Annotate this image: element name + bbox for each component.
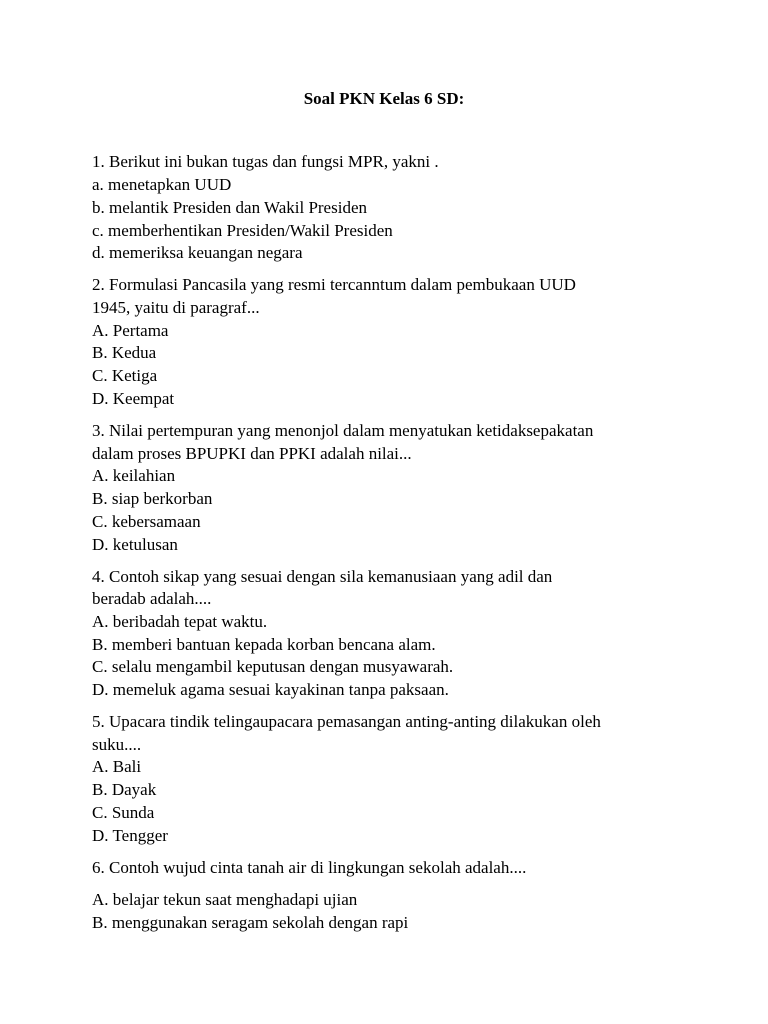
answer-option: a. menetapkan UUD [92, 175, 232, 194]
question-text: 6. Contoh wujud cinta tanah air di lingkungan sekolah adalah.... [92, 858, 527, 877]
answer-option: B. memberi bantuan kepada korban bencana alam. [92, 635, 436, 654]
answer-option: c. memberhentikan Presiden/Wakil Presiden [92, 221, 393, 240]
answer-option: B. siap berkorban [92, 489, 213, 508]
answer-option: A. beribadah tepat waktu. [92, 612, 268, 631]
question-text: suku.... [92, 735, 142, 754]
answer-option: D. ketulusan [92, 535, 178, 554]
answer-option: d. memeriksa keuangan negara [92, 243, 303, 262]
answer-option: A. belajar tekun saat menghadapi ujian [92, 890, 358, 909]
answer-option: A. keilahian [92, 466, 176, 485]
question-text: 2. Formulasi Pancasila yang resmi tercanntum dalam pembukaan UUD [92, 275, 576, 294]
answer-option: B. Dayak [92, 780, 157, 799]
page-title: Soal PKN Kelas 6 SD: [303, 89, 465, 108]
question-text: 3. Nilai pertempuran yang menonjol dalam menyatukan ketidaksepakatan [92, 421, 594, 440]
answer-option: B. Kedua [92, 343, 157, 362]
question-text: 4. Contoh sikap yang sesuai dengan sila kemanusiaan yang adil dan [92, 567, 553, 586]
answer-option: b. melantik Presiden dan Wakil Presiden [92, 198, 367, 217]
question-text: 1. Berikut ini bukan tugas dan fungsi MPR, yakni . [92, 152, 439, 171]
answer-option: C. Ketiga [92, 366, 158, 385]
answer-option: C. selalu mengambil keputusan dengan musyawarah. [92, 657, 454, 676]
answer-option: A. Pertama [92, 321, 169, 340]
answer-option: D. Tengger [92, 826, 168, 845]
question-text: 1945, yaitu di paragraf... [92, 298, 260, 317]
answer-option: C. kebersamaan [92, 512, 201, 531]
answer-option: A. Bali [92, 757, 142, 776]
answer-option: D. memeluk agama sesuai kayakinan tanpa paksaan. [92, 680, 449, 699]
answer-option: C. Sunda [92, 803, 155, 822]
question-text: beradab adalah.... [92, 589, 212, 608]
answer-option: B. menggunakan seragam sekolah dengan rapi [92, 913, 409, 932]
question-text: 5. Upacara tindik telingaupacara pemasangan anting-anting dilakukan oleh [92, 712, 601, 731]
question-text: dalam proses BPUPKI dan PPKI adalah nilai... [92, 444, 412, 463]
answer-option: D. Keempat [92, 389, 175, 408]
